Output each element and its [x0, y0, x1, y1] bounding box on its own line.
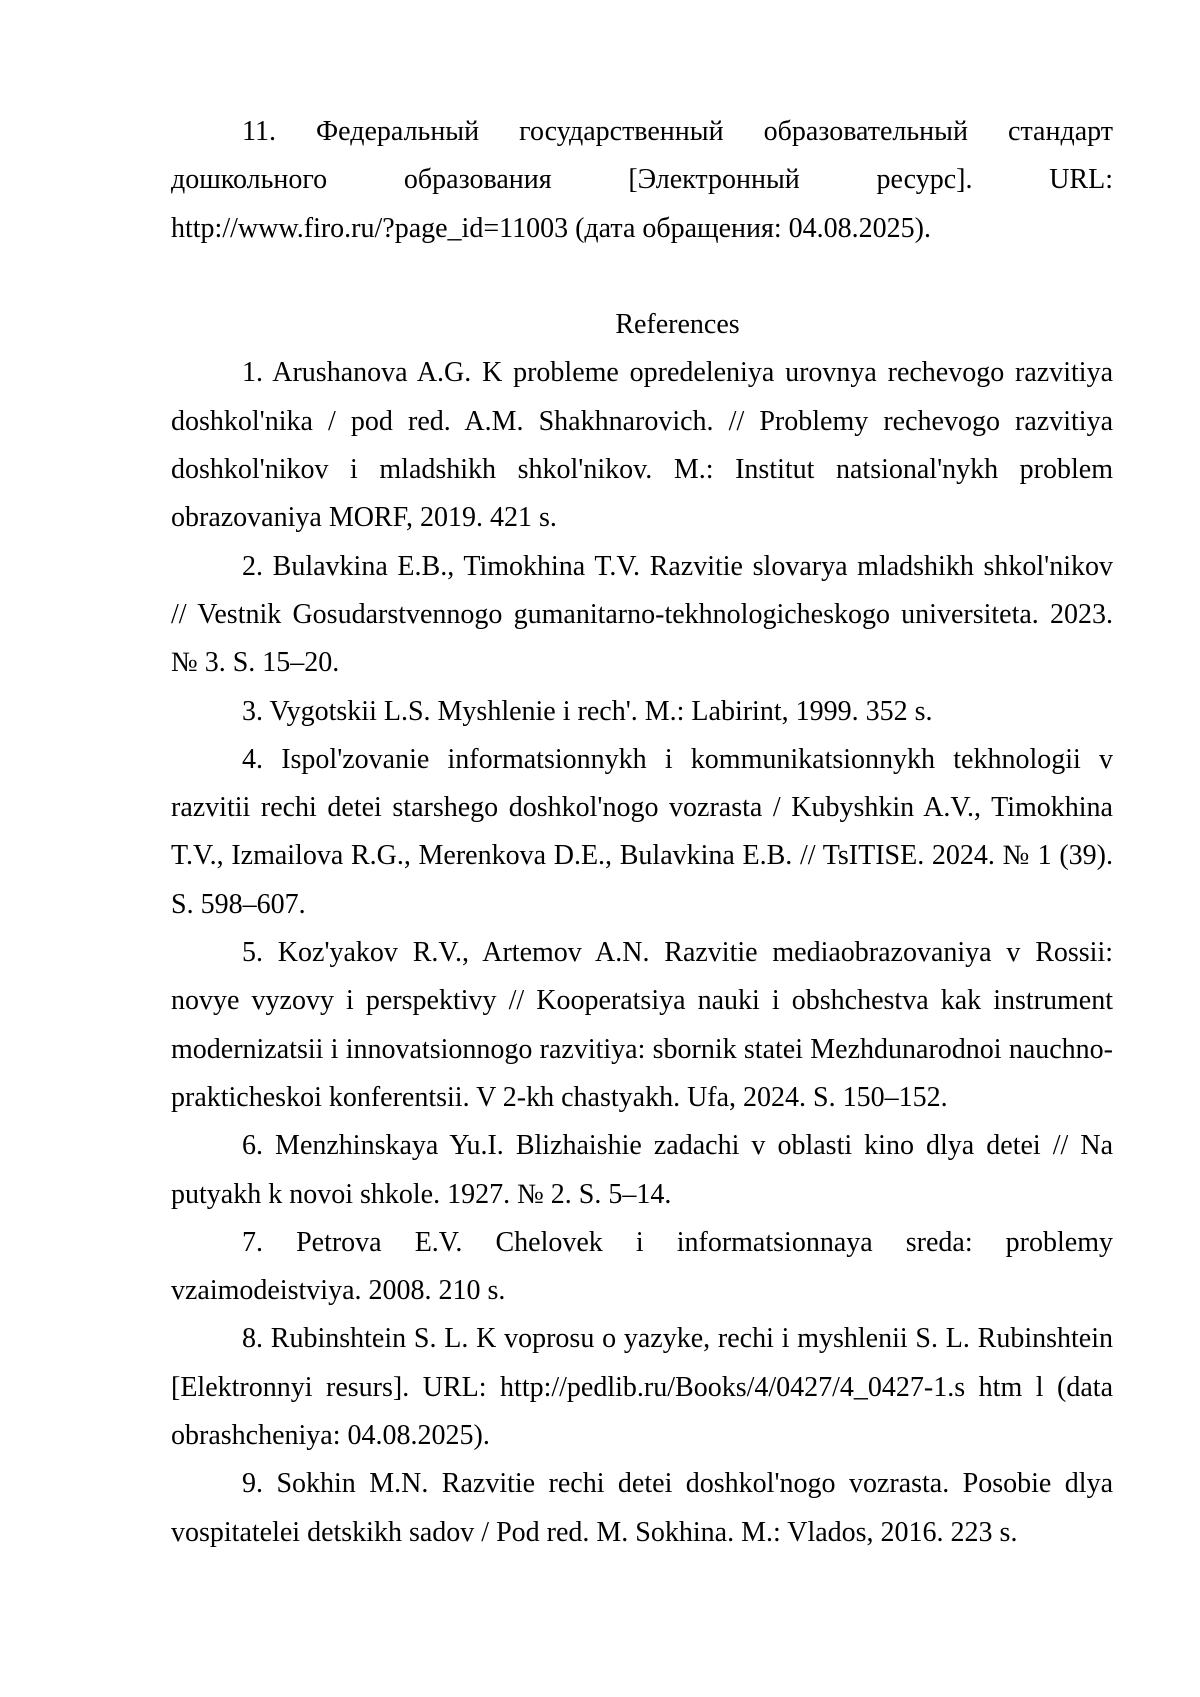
- reference-item-11: [171, 108, 1113, 253]
- reference-item-2: 2. Bulavkina E.B., Timokhina T.V. Razvitie slovarya mladshikh shkol'nikov // Vestnik Gosudarstvennogo gumanitarno-tekhnologicheskogo universiteta. 2023. № 3. S. 15–20.: [171, 550, 1113, 679]
- reference-item-3: 3. Vygotskii L.S. Myshlenie i rech'. M.: Labirint, 1999. 352 s.: [242, 695, 933, 727]
- reference-item-8: 8. Rubinshtein S. L. K voprosu o yazyke, rechi i myshlenii S. L. Rubinshtein [Elektronnyi resurs]. URL: http://pedlib.ru/Books/4/0427/4_0427-1.s htm l (data obrashcheniya: 04.08.2025).: [171, 1323, 1113, 1452]
- reference-item-5: 5. Koz'yakov R.V., Artemov A.N. Razvitie mediaobrazovaniya v Rossii: novye vyzovy i perspektivy // Kooperatsiya nauki i obshchestva kak instrument modernizatsii i innovatsionnogo razvitiya: sbornik statei Mezhdunarodnoi nauchno-prakticheskoi konferentsii. V 2-kh chastyakh. Ufa, 2024. S. 150–152.: [171, 937, 1113, 1113]
- references-heading: References: [615, 309, 740, 341]
- reference-item-11-text: 11. Федеральный государственный образовательный стандарт дошкольного образования [Электронный ресурс]. URL:: [171, 116, 1113, 196]
- reference-item-4: 4. Ispol'zovanie informatsionnykh i kommunikatsionnykh tekhnologii v razvitii rechi detei starshego doshkol'nogo vozrasta / Kubyshkin A.V., Timokhina T.V., Izmailova R.G., Merenkova D.E., Bulavkina E.B. // TsITISE. 2024. № 1 (39). S. 598–607.: [171, 743, 1113, 920]
- reference-item-11-url: http://www.firo.ru/?page_id=11003: [171, 212, 569, 244]
- reference-item-11-access-date: (дата обращения: 04.08.2025).: [568, 212, 931, 244]
- reference-item-7: 7. Petrova E.V. Chelovek i informatsionnaya sreda: problemy vzaimodeistviya. 2008. 210 s.: [171, 1226, 1113, 1307]
- reference-item-6: 6. Menzhinskaya Yu.I. Blizhaishie zadachi v oblasti kino dlya detei // Na putyakh k novoi shkole. 1927. № 2. S. 5–14.: [171, 1130, 1113, 1210]
- reference-item-9: 9. Sokhin M.N. Razvitie rechi detei doshkol'nogo vozrasta. Posobie dlya vospitatelei detskikh sadov / Pod red. M. Sokhina. M.: Vlados, 2016. 223 s.: [171, 1468, 1113, 1548]
- reference-item-1: 1. Arushanova A.G. K probleme opredeleniya urovnya rechevogo razvitiya doshkol'nika / pod red. A.M. Shakhnarovich. // Problemy rechevogo razvitiya doshkol'nikov i mladshikh shkol'nikov. M.: Institut natsional'nykh problem obrazovaniya MORF, 2019. 421 s.: [171, 357, 1113, 534]
